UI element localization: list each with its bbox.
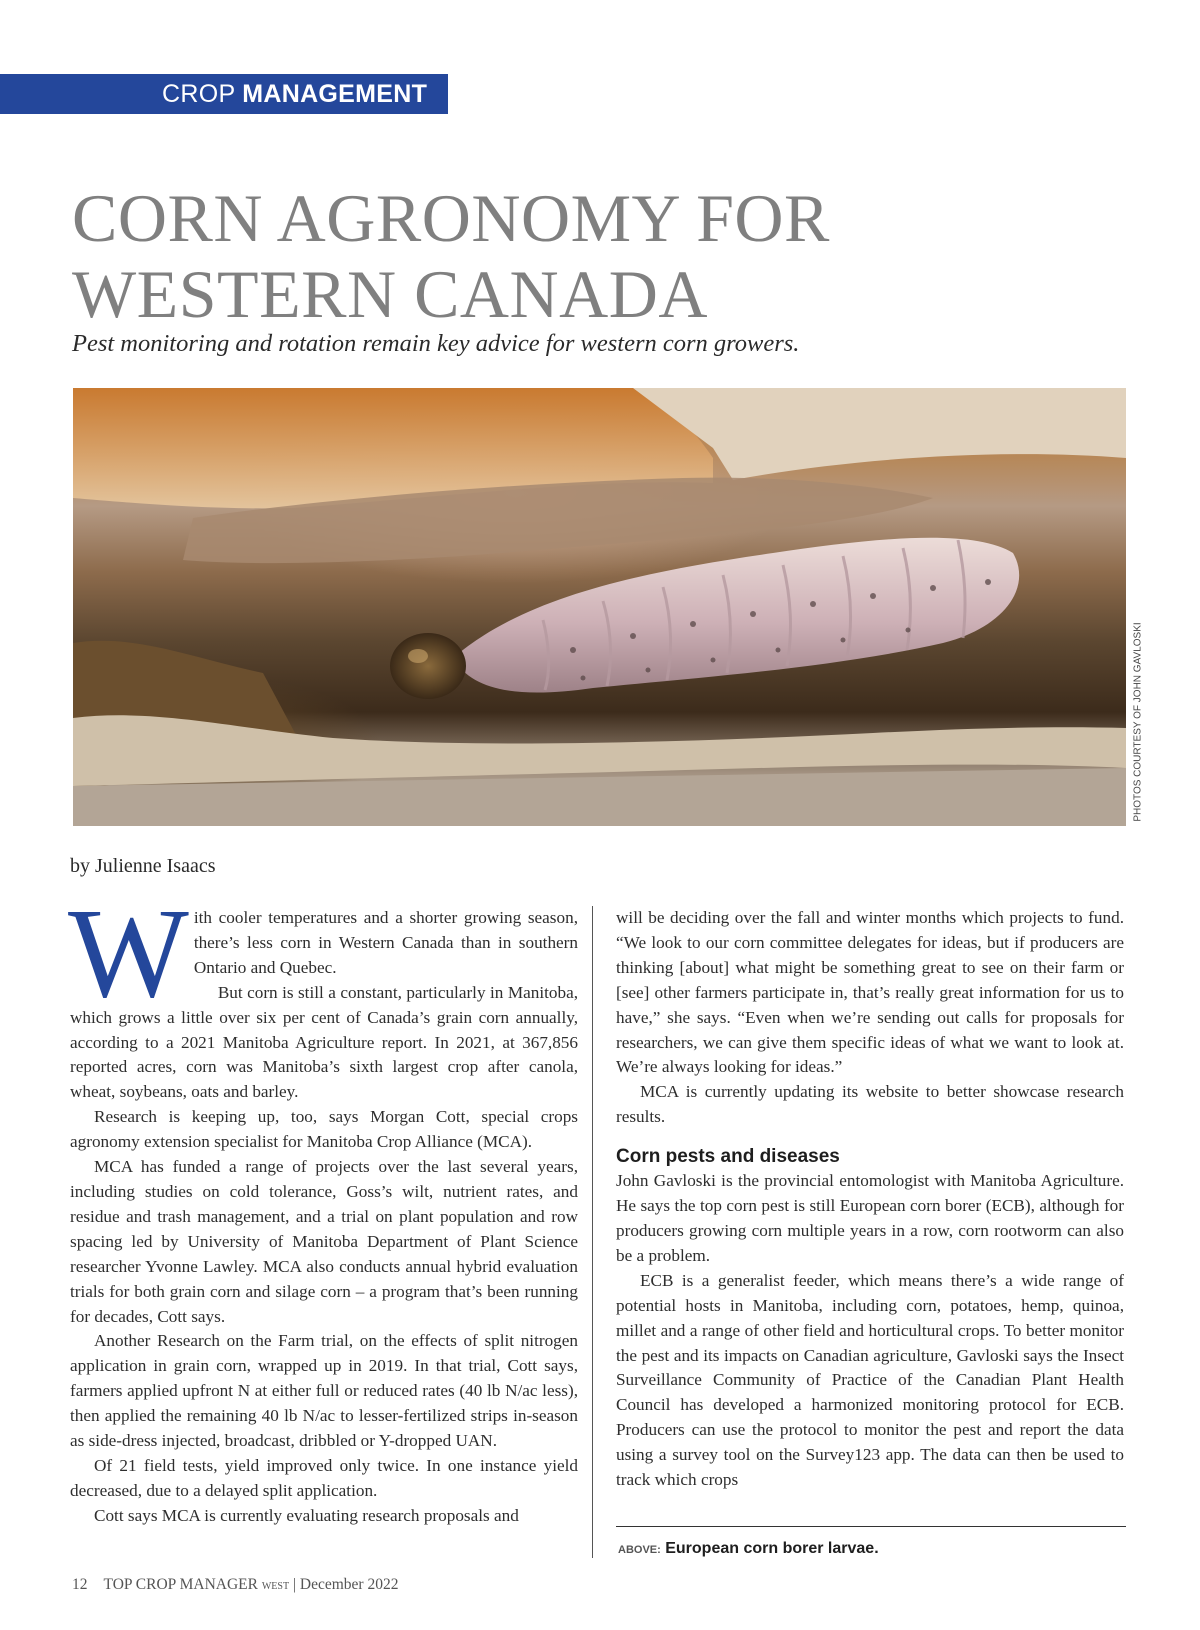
- section-label-light: CROP: [162, 80, 235, 108]
- article-paragraph: MCA has funded a range of projects over the last several years, including studies on cold tolerance, Goss’s wilt, nutrient rates, and residue and trash management, and a trial on plant population and row spacing led by University of Manitoba Department of Plant Science researcher Yvonne Lawley. MCA also conducts annual hybrid evaluation trials for both grain corn and silage corn – a program that’s been running for decades, Cott says.: [70, 1157, 578, 1326]
- section-subhead: Corn pests and diseases: [616, 1146, 840, 1168]
- headline-line-1: CORN AGRONOMY FOR: [72, 180, 830, 256]
- article-paragraph: MCA is currently updating its website to better showcase research results.: [616, 1082, 1124, 1127]
- article-headline: [72, 180, 972, 332]
- section-label: [162, 74, 427, 114]
- article-paragraph: ECB is a generalist feeder, which means there’s a wide range of potential hosts in Manitoba, including corn, potatoes, hemp, quinoa, millet and a range of other field and horticultural crops. To better monitor the pest and its impacts on Canadian agriculture, Gavloski says the Insect Surveillance Community of Practice of the Canadian Plant Health Council has developed a harmonized monitoring protocol for ECB. Producers can use the protocol to monitor the pest and report the data using a survey tool on the Survey123 app. The data can then be used to track which crops: [616, 1270, 1124, 1490]
- article-paragraph: John Gavloski is the provincial entomologist with Manitoba Agriculture. He says the top corn pest is still European corn borer (ECB), although for producers growing corn multiple years in a row, corn rootworm can also be a problem.: [616, 1171, 1124, 1265]
- photo-credit-text: PHOTOS COURTESY OF JOHN GAVLOSKI: [1132, 622, 1144, 822]
- headline-line-2: WESTERN CANADA: [72, 256, 708, 332]
- page-footer: [72, 1576, 398, 1594]
- drop-cap: W: [68, 882, 189, 1024]
- section-banner: [0, 74, 448, 114]
- article-column-right: [616, 906, 1124, 1493]
- article-paragraph: But corn is still a constant, particularly in Manitoba, which grows a little over six per cent of Canada’s grain corn annually, according to a 2021 Manitoba Agriculture report. In 2021, at 367,856 reported acres, corn was Manitoba’s sixth largest crop after canola, wheat, soybeans, oats and barley.: [70, 982, 578, 1102]
- article-paragraph: Another Research on the Farm trial, on the effects of split nitrogen application in grain corn, wrapped up in 2019. In that trial, Cott says, farmers applied upfront N at either full or reduced rates (40 lb N/ac less), then applied the remaining 40 lb N/ac to lesser-fertilized strips in-season as side-dress injected, broadcast, dribbled or Y-dropped UAN.: [70, 1331, 578, 1451]
- byline: by Julienne Isaacs: [70, 855, 216, 877]
- article-paragraph: Research is keeping up, too, says Morgan Cott, special crops agronomy extension specialist for Manitoba Crop Alliance (MCA).: [70, 1107, 578, 1152]
- page-number: 12: [72, 1576, 88, 1593]
- corn-borer-photo: [73, 388, 1126, 826]
- magazine-name: TOP CROP MANAGER: [103, 1576, 258, 1593]
- article-paragraph: [68, 882, 578, 1024]
- column-divider: [592, 906, 593, 1558]
- article-paragraph: Of 21 field tests, yield improved only twice. In one instance yield decreased, due to a delayed split application.: [70, 1455, 578, 1500]
- article-paragraph-text: ith cooler temperatures and a shorter growing season, there’s less corn in Western Canada than in southern Ontario and Quebec.: [193, 908, 578, 977]
- article-deck: Pest monitoring and rotation remain key advice for western corn growers.: [72, 330, 800, 357]
- section-label-bold: MANAGEMENT: [242, 80, 428, 108]
- corn-borer-illustration: [73, 388, 1126, 826]
- photo-credit: [1130, 620, 1146, 824]
- article-paragraph: Cott says MCA is currently evaluating research proposals and: [94, 1505, 519, 1525]
- caption-lead: ABOVE:: [618, 1544, 661, 1556]
- caption-divider: [616, 1526, 1126, 1527]
- photo-caption: [618, 1540, 879, 1558]
- caption-text: European corn borer larvae.: [665, 1540, 879, 1557]
- issue-date: | December 2022: [292, 1576, 399, 1593]
- magazine-edition: WEST: [261, 1581, 290, 1592]
- article-column-left: [68, 882, 578, 1529]
- article-paragraph: will be deciding over the fall and winter months which projects to fund. “We look to our corn committee delegates for ideas, but if producers are thinking [about] what might be something great to see on their farm or [see] other farmers participate in, that’s really great information for us to have,” she says. “Even when we’re sending out calls for proposals for researchers, we can give them specific ideas of what we want to look at. We’re always looking for ideas.”: [616, 908, 1124, 1077]
